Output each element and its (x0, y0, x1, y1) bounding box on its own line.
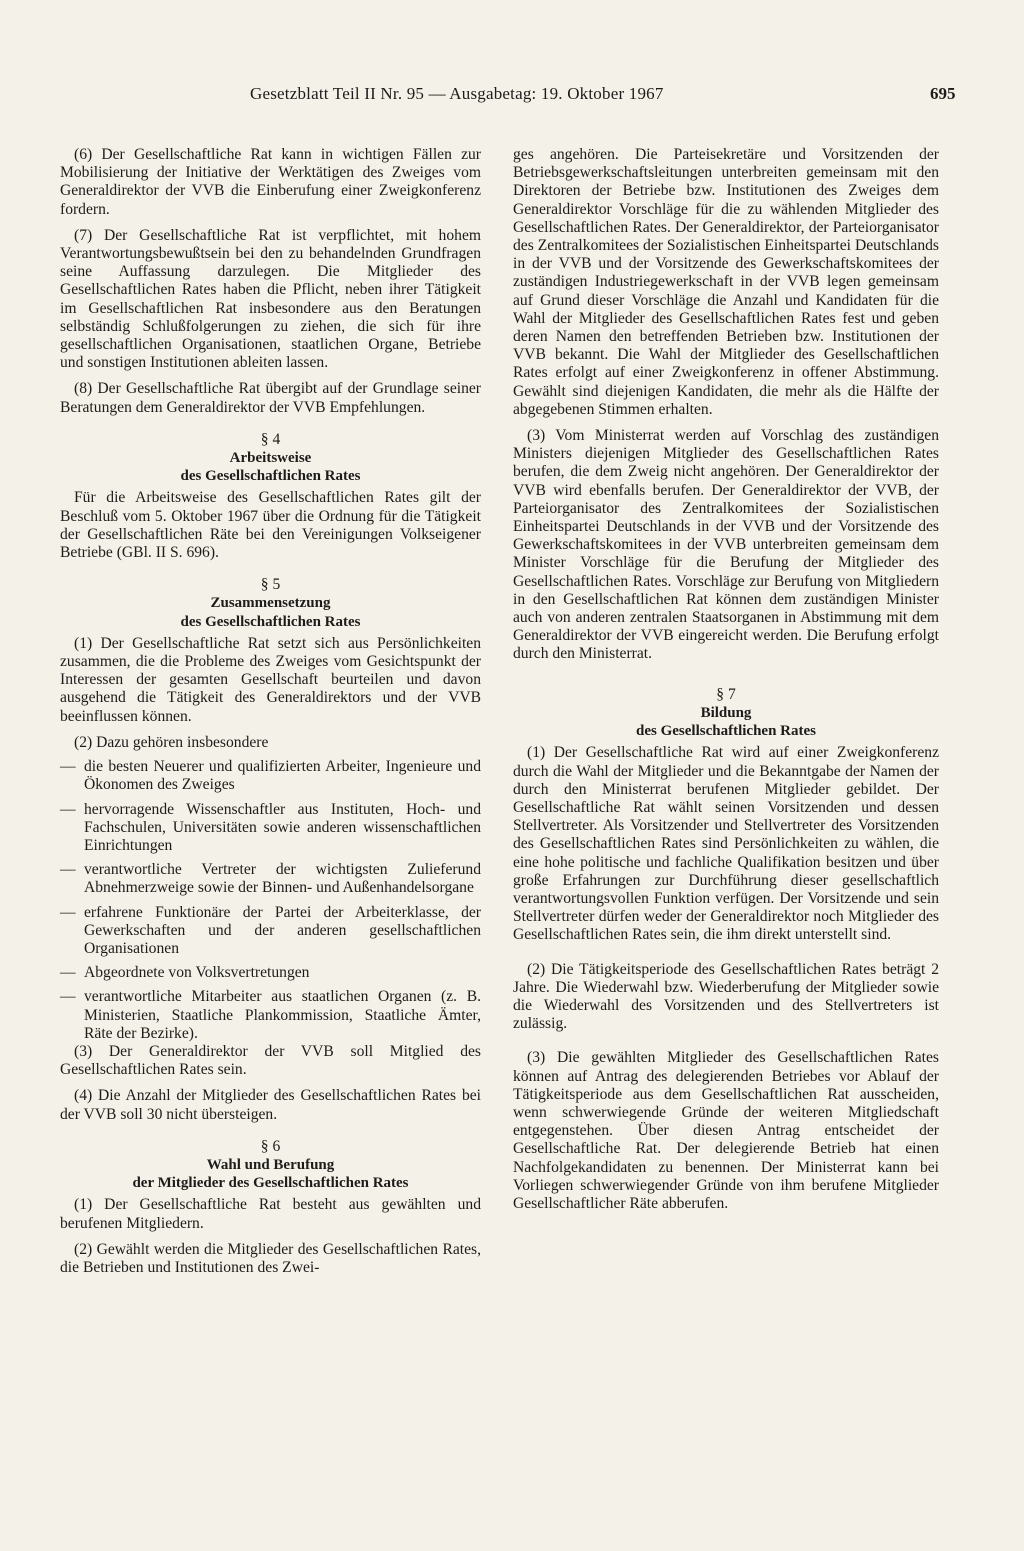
page-header (0, 84, 1024, 108)
section-6-title-line1: Wahl und Berufung (206, 1156, 335, 1173)
page-number: 695 (930, 84, 956, 103)
list-item (60, 964, 481, 982)
list-item (60, 861, 481, 897)
section-5-title-line1: Zusammensetzung (210, 595, 331, 612)
section-5-paragraph-4: (4) Die Anzahl der Mitglieder des Gesellschaftlichen Rates bei der VVB soll 30 nicht übersteigen. (60, 1087, 481, 1123)
paragraph-7: (7) Der Gesellschaftliche Rat ist verpflichtet, mit hohem Verantwortungsbewußtsein bei den zu behandelnden Grundfragen seine Auffassung darzulegen. Die Mitglieder des Gesellschaftlichen Rates haben die Pflicht, neben ihrer Tätigkeit im Gesellschaftlichen Rat insbesondere aus den Beratungen selbständig Schlußfolgerungen zu ziehen, die sich für ihre gesellschaftlichen Organisationen, staatlichen Organe, Betriebe und sonstigen Institutionen ableiten lassen. (60, 226, 481, 372)
list-item-text: verantwortliche Mitarbeiter aus staatlichen Organen (z. B. Ministerien, Staatliche Plankommission, Staatliche Ämter, Räte der Bezirke). (84, 988, 481, 1042)
list-item (60, 988, 481, 1043)
list-item (60, 801, 481, 856)
section-7-title-line2: des Gesellschaftlichen Rates (636, 723, 816, 740)
section-7-heading (513, 686, 939, 741)
section-4-heading (60, 431, 481, 486)
dash-marker: — (60, 988, 76, 1006)
section-5-paragraph-3: (3) Der Generaldirektor der VVB soll Mitglied des Gesellschaftlichen Rates sein. (60, 1042, 481, 1079)
section-6-heading (60, 1138, 481, 1193)
section-5-title-line2: des Gesellschaftlichen Rates (180, 613, 361, 630)
section-7-paragraph-3: (3) Die gewählten Mitglieder des Gesellschaftlichen Rates können auf Antrag des delegierenden Betriebes vor Ablauf der Tätigkeitsperiode aus dem Gesellschaftlichen Rat ausscheiden, wenn schwerwiegende Gründe der weiteren Mitgliedschaft entgegenstehen. Über diesen Antrag entscheidet der Gesellschaftliche Rat. Der delegierende Betrieb hat einen Nachfolgekandidaten zu benennen. Der Ministerrat kann bei Vorliegen schwerwiegender Gründe von ihm berufene Mitglieder Gesellschaftlicher Räte abberufen. (513, 1049, 939, 1212)
section-7-number: § 7 (716, 685, 736, 703)
list-item-text: Abgeordnete von Volksvertretungen (84, 964, 310, 982)
dash-marker: — (60, 800, 76, 818)
section-5-number: § 5 (260, 576, 281, 594)
list-item-text: verantwortliche Vertreter der wichtigsten Zulieferund Abnehmerzweige sowie der Binnen- und Außenhandelsorgane (84, 861, 481, 897)
section-5-heading (60, 576, 481, 631)
dash-marker: — (60, 964, 76, 982)
header-title: Gesetzblatt Teil II Nr. 95 — Ausgabetag: 19. Oktober 1967 (250, 84, 664, 103)
section-7-paragraph-1: (1) Der Gesellschaftliche Rat wird auf einer Zweigkonferenz durch die Wahl der Mitglieder und die Bekanntgabe der Namen der durch den Ministerrat berufenen Mitglieder gebildet. Der Gesellschaftliche Rat wählt seinen Vorsitzenden und dessen Stellvertreter. Als Vorsitzender und Stellvertreter des Vorsitzenden des Gesellschaftlichen Rates sind Persönlichkeiten zu wählen, die eine hohe politische und fachliche Qualifikation besitzen und über große Erfahrungen zur Durchführung dieser gesellschaftlich verantwortungsvollen Funktion verfügen. Der Vorsitzende und sein Stellvertreter dürfen weder der Generaldirektor noch Mitglieder des Gesellschaftlichen Rates sein, die ihm direkt unterstellt sind. (513, 744, 939, 944)
section-6-paragraph-2: (2) Gewählt werden die Mitglieder des Gesellschaftlichen Rates, die Betrieben und Institutionen des Zwei- (60, 1240, 481, 1276)
list-item-text: hervorragende Wissenschaftler aus Instituten, Hoch- und Fachschulen, Universitäten sowie anderen wissenschaftlichen Einrichtungen (84, 800, 481, 854)
left-column (60, 146, 481, 1277)
section-7-paragraph-2: (2) Die Tätigkeitsperiode des Gesellschaftlichen Rates beträgt 2 Jahre. Die Wiederwahl bzw. Wiederberufung der Mitglieder sowie die Wiederwahl des Vorsitzenden und des Stellvertreters ist zulässig. (513, 960, 939, 1033)
section-6-number: § 6 (260, 1137, 281, 1155)
section-7-title-line1: Bildung (700, 704, 752, 721)
section-6-title-line2: der Mitglieder des Gesellschaftlichen Rates (132, 1175, 409, 1192)
section-5-paragraph-2: (2) Dazu gehören insbesondere (74, 733, 269, 751)
section-4-title-line2: des Gesellschaftlichen Rates (180, 468, 361, 485)
list-item-text: die besten Neuerer und qualifizierten Arbeiter, Ingenieure und Ökonomen des Zweiges (84, 758, 481, 794)
list-item (60, 904, 481, 959)
list-item-text: erfahrene Funktionäre der Partei der Arbeiterklasse, der Gewerkschaften und der anderen gesellschaftlichen Organisationen (84, 903, 481, 957)
section-4-number: § 4 (260, 430, 281, 448)
section-4-text: Für die Arbeitsweise des Gesellschaftlichen Rates gilt der Beschluß vom 5. Oktober 1967 über die Ordnung für die Tätigkeit der Gesellschaftlichen Räte bei den Vereinigungen Volkseigener Betriebe (GBl. II S. 696). (60, 489, 481, 562)
dash-marker: — (60, 903, 76, 921)
section-4-title-line1: Arbeitsweise (229, 450, 312, 467)
dash-marker: — (60, 861, 76, 879)
section-6-paragraph-3: (3) Vom Ministerrat werden auf Vorschlag des zuständigen Ministers diejenigen Mitglieder des Gesellschaftlichen Rates berufen, die dem Zweig nicht angehören. Der Generaldirektor der VVB wird ebenfalls berufen. Der Generaldirektor der VVB, der Parteiorganisator des Zentralkomitees der Sozialistischen Einheitspartei Deutschlands in der VVB und der Vorsitzende des Gewerkschaftskomitees in der VVB unterbreiten gemeinsam dem Minister Vorschläge für die Berufung der Mitglieder des Gesellschaftlichen Rates. Vorschläge zur Berufung von Mitgliedern in den Gesellschaftlichen Rat können dem zuständigen Minister auch von anderen zentralen Staatsorganen in Abstimmung mit dem Generaldirektor der VVB eingereicht werden. Die Berufung erfolgt durch den Ministerrat. (513, 427, 939, 663)
section-5-list (60, 758, 481, 1043)
section-5-paragraph-1: (1) Der Gesellschaftliche Rat setzt sich aus Persönlichkeiten zusammen, die die Probleme des Zweiges vom Gesichtspunkt der Interessen der gesamten Gesellschaft beurteilen und davon ausgehend die Tätigkeit des Generaldirektors und der VVB beeinflussen können. (60, 634, 481, 725)
paragraph-8: (8) Der Gesellschaftliche Rat übergibt auf der Grundlage seiner Beratungen dem Generaldirektor der VVB Empfehlungen. (60, 380, 481, 416)
paragraph-6: (6) Der Gesellschaftliche Rat kann in wichtigen Fällen zur Mobilisierung der Initiative der Werktätigen des Zweiges vom Generaldirektor der VVB die Einberufung einer Zweigkonferenz fordern. (60, 146, 481, 218)
section-6-paragraph-1: (1) Der Gesellschaftliche Rat besteht aus gewählten und berufenen Mitgliedern. (60, 1196, 481, 1232)
dash-marker: — (60, 758, 76, 776)
section-6-paragraph-2-continued: ges angehören. Die Parteisekretäre und Vorsitzenden der Betriebsgewerkschaftsleitungen unterbreiten gemeinsam mit den Direktoren der Betriebe bzw. Institutionen des Zweiges dem Generaldirektor Vorschläge für die zu wählenden Mitglieder des Gesellschaftlichen Rates. Der Generaldirektor, der Parteiorganisator des Zentralkomitees der Sozialistischen Einheitspartei Deutschlands in der VVB und der Vorsitzende des Gewerkschaftskomitees der zuständigen Industriegewerkschaft in der VVB legen gemeinsam auf Grund dieser Vorschläge die Anzahl und Kandidaten für die Wahl der Mitglieder des Gesellschaftlichen Rates fest und geben deren Namen den betreffenden Betrieben bzw. Institutionen der VVB bekannt. Die Wahl der Mitglieder des Gesellschaftlichen Rates erfolgt auf einer Zweigkonferenz in offener Abstimmung. Gewählt sind diejenigen Kandidaten, die mehr als die Hälfte der abgegebenen Stimmen erhalten. (513, 146, 939, 418)
right-column (513, 146, 939, 1213)
list-item (60, 758, 481, 794)
